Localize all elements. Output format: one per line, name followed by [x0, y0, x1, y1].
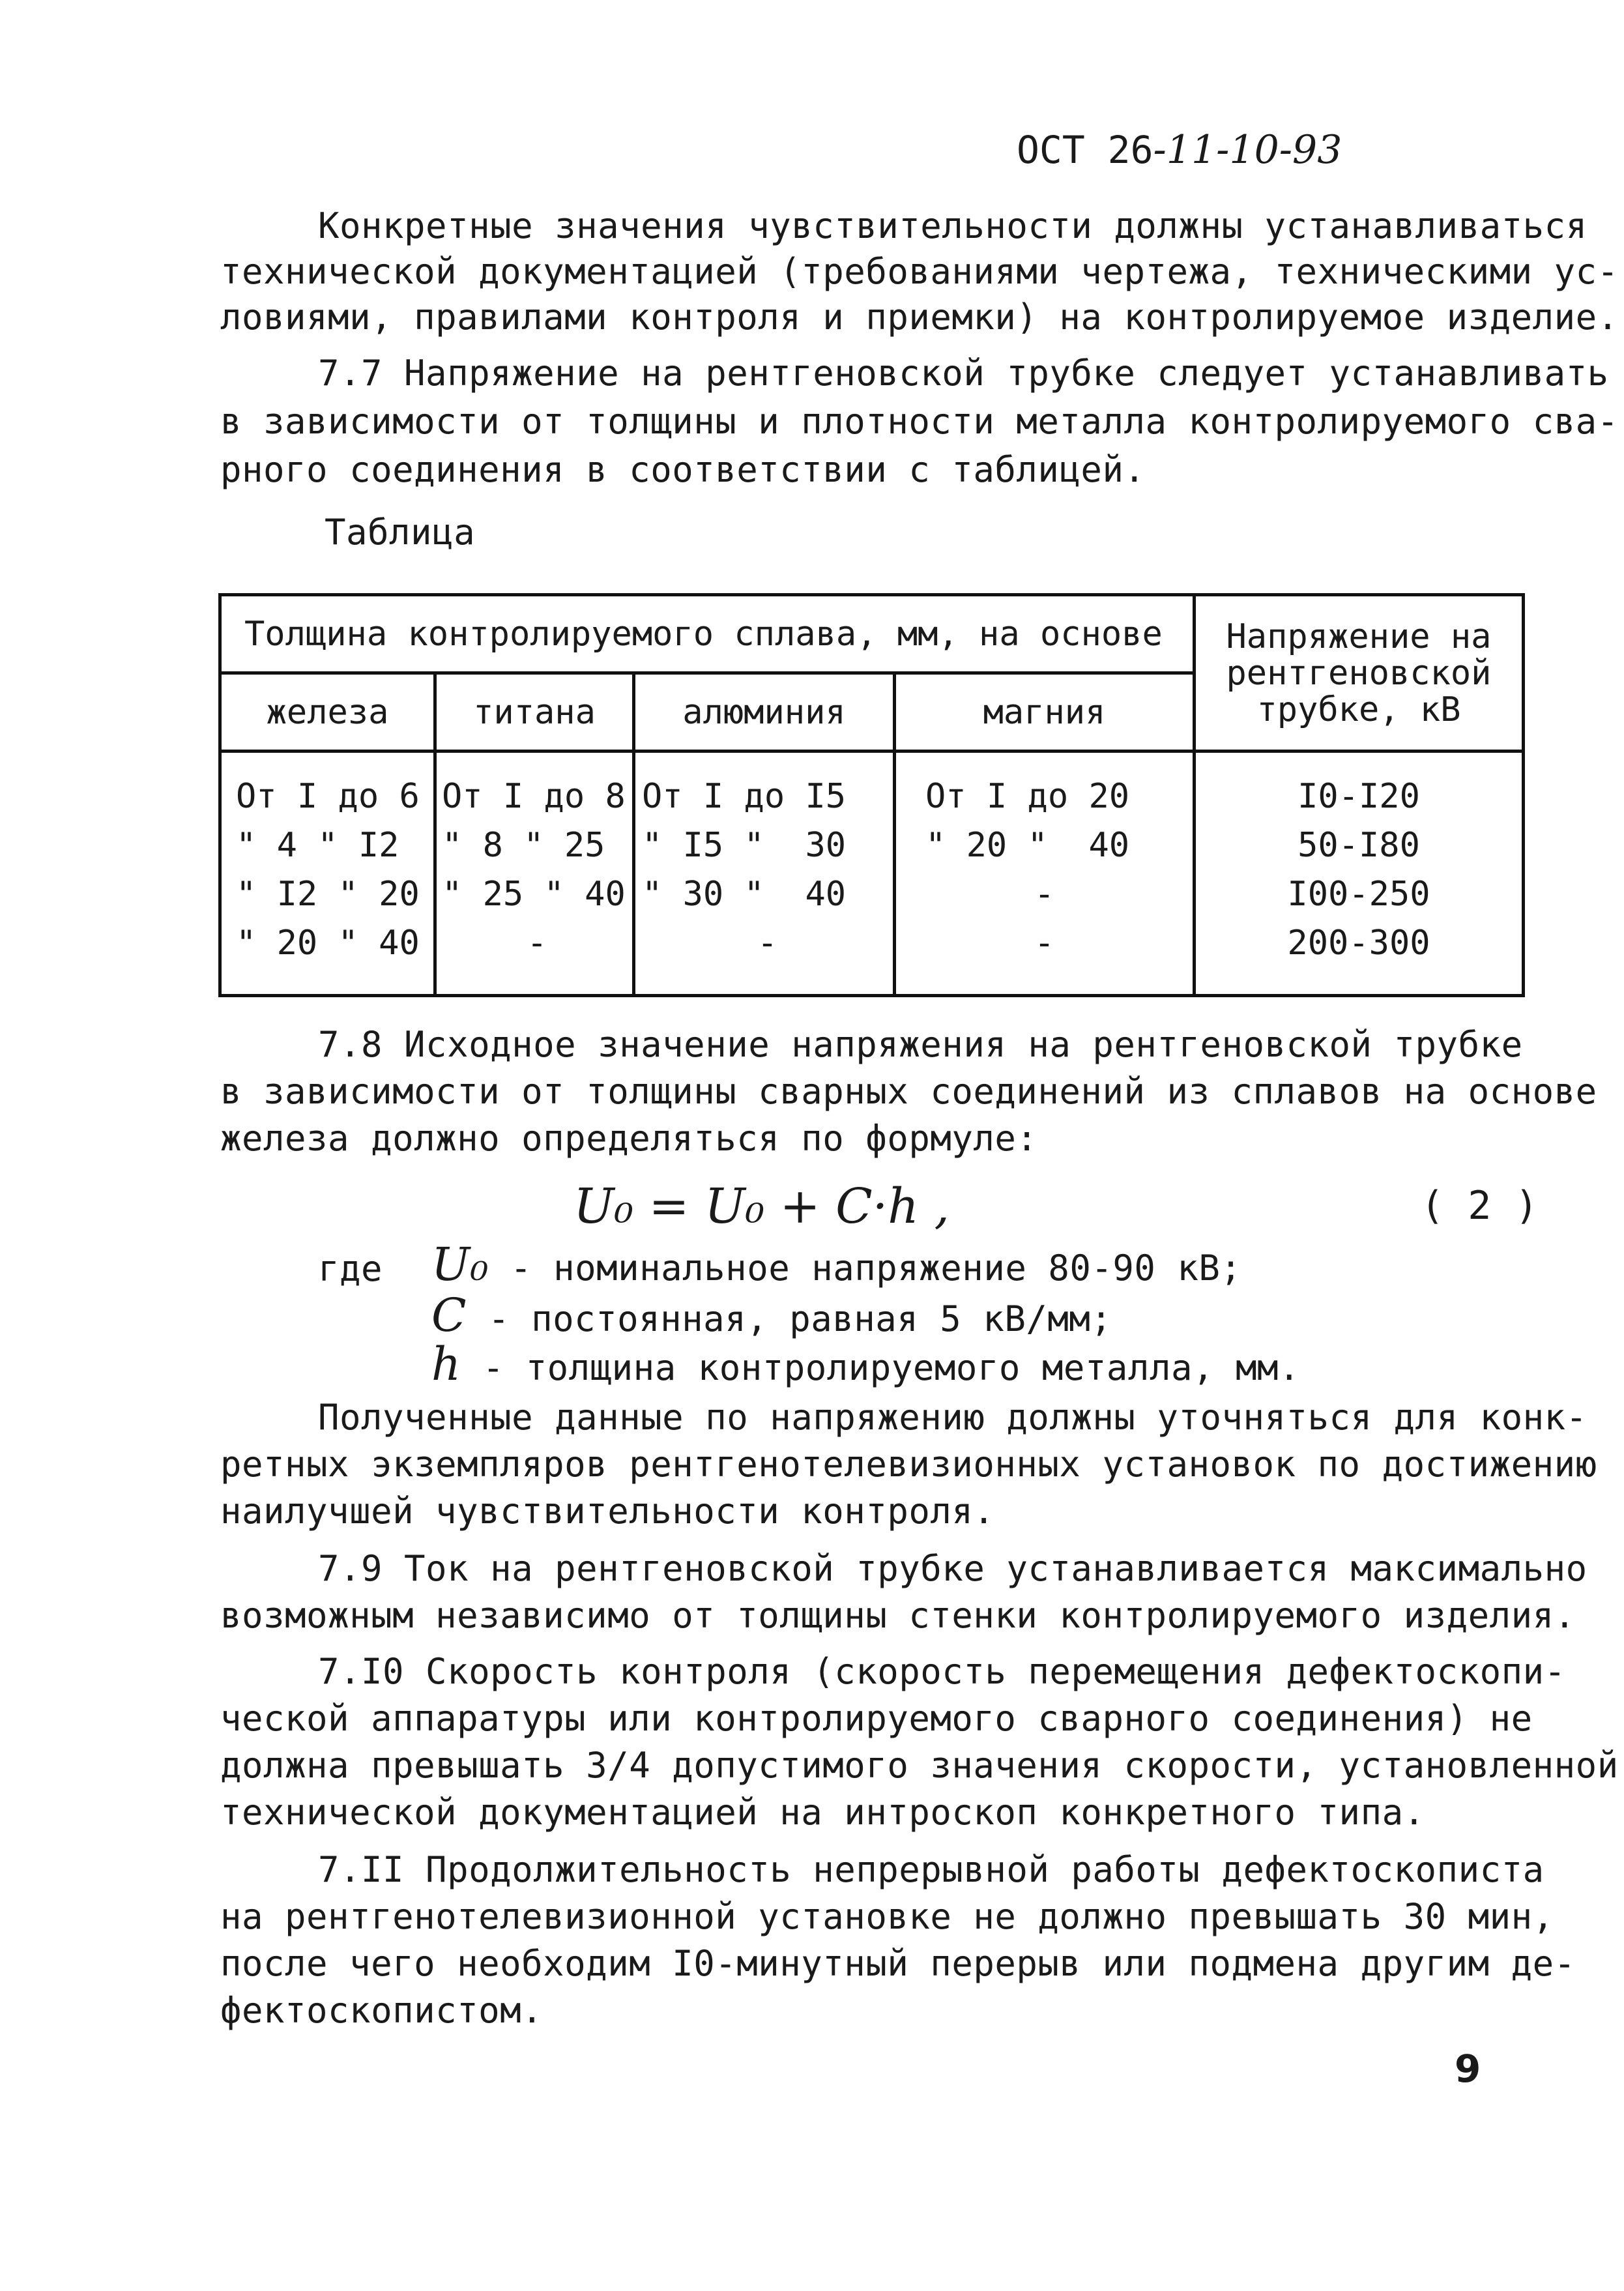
section-7-8-after-line-1: Полученные данные по напряжению должны уточняться для конк- — [318, 1397, 1588, 1438]
definition-h — [431, 1337, 1301, 1391]
intro-line-1: Конкретные значения чувствительности должны устанавливаться — [318, 205, 1588, 246]
section-7-7-line-1: 7.7 Напряжение на рентгеновской трубке следует устанавливать — [318, 353, 1609, 394]
subheader-aluminium: алюминия — [634, 673, 895, 752]
section-7-7-line-2: в зависимости от толщины и плотности металла контролируемого сва- — [220, 401, 1619, 442]
section-7-10-line-3: должна превышать 3/4 допустимого значения скорости, установленной — [220, 1745, 1619, 1786]
voltage-header-line-3: трубке, кВ — [1256, 690, 1461, 729]
table-cell: От I до 8 — [442, 777, 626, 816]
section-7-11-line-2: на рентгенотелевизионной установке не должно превышать 30 мин, — [220, 1896, 1554, 1937]
column-aluminium — [634, 752, 895, 996]
subheader-titanium: титана — [435, 673, 634, 752]
definition-text: - постоянная, равная 5 кВ/мм; — [488, 1298, 1112, 1339]
intro-line-2: технической документацией (требованиями чертежа, техническими ус- — [220, 251, 1619, 292]
table-cell: " 8 " 25 — [442, 826, 605, 865]
section-7-8-line-1: 7.8 Исходное значение напряжения на рентгеновской трубке — [318, 1024, 1523, 1065]
table-cell: " I5 " 30 — [642, 826, 847, 865]
section-7-7-line-3: рного соединения в соответствии с таблицей. — [220, 449, 1146, 490]
table-cell: - — [527, 924, 547, 963]
voltage-table — [218, 593, 1525, 997]
section-7-11-line-4: фектоскопистом. — [220, 1990, 544, 2031]
table-cell: От I до 20 — [925, 777, 1130, 816]
section-7-11-line-3: после чего необходим I0-минутный перерыв или подмена другим де- — [220, 1943, 1576, 1984]
table-cell: " I2 " 20 — [236, 875, 420, 914]
table-cell: " 30 " 40 — [642, 875, 847, 914]
section-7-10-line-2: ческой аппаратуры или контролируемого сварного соединения) не — [220, 1698, 1533, 1739]
symbol-c: C — [431, 1289, 467, 1342]
table-cell: 50-I80 — [1298, 826, 1420, 865]
table-cell: " 4 " I2 — [236, 826, 399, 865]
column-iron — [220, 752, 435, 996]
table-cell: - — [1034, 924, 1055, 963]
formula-number: ( 2 ) — [1421, 1183, 1539, 1229]
document-code-prefix: ОСТ 26 — [1017, 128, 1153, 172]
definition-c — [431, 1289, 1112, 1342]
section-7-8-after-line-3: наилучшей чувствительности контроля. — [220, 1491, 995, 1532]
subheader-magnesium: магния — [895, 673, 1195, 752]
subheader-iron: железа — [220, 673, 435, 752]
section-7-8-line-2: в зависимости от толщины сварных соединений из сплавов на основе — [220, 1071, 1597, 1112]
definition-u0 — [431, 1238, 1242, 1291]
table-caption: Таблица — [325, 512, 476, 553]
section-7-10-line-1: 7.I0 Скорость контроля (скорость перемещения дефектоскопи- — [318, 1651, 1566, 1692]
column-voltage — [1195, 752, 1524, 996]
section-7-8-line-3: железа должно определяться по формуле: — [220, 1118, 1038, 1159]
section-7-9-line-1: 7.9 Ток на рентгеновской трубке устанавливается максимально — [318, 1548, 1588, 1589]
table-voltage-header — [1195, 595, 1524, 752]
document-code — [1017, 127, 1342, 173]
table-cell: - — [1034, 875, 1055, 914]
page-number: 9 — [1455, 2047, 1481, 2091]
definition-text: - номинальное напряжение 80-90 кВ; — [510, 1248, 1242, 1289]
table-cell: От I до I5 — [642, 777, 847, 816]
table-cell: От I до 6 — [236, 777, 420, 816]
table-cell: I0-I20 — [1298, 777, 1420, 816]
formula: U₀ = U₀ + C·h , — [573, 1178, 950, 1234]
section-7-9-line-2: возможным независимо от толщины стенки контролируемого изделия. — [220, 1595, 1576, 1636]
section-7-11-line-1: 7.II Продолжительность непрерывной работы дефектоскописта — [318, 1849, 1544, 1890]
where-word: где — [318, 1248, 383, 1289]
definition-text: - толщина контролируемого металла, мм. — [482, 1347, 1301, 1388]
symbol-h: h — [431, 1337, 461, 1391]
table-cell: 200-300 — [1287, 924, 1430, 963]
section-7-10-line-4: технической документацией на интроскоп конкретного типа. — [220, 1792, 1425, 1833]
document-code-handwritten: -11-10-93 — [1153, 127, 1342, 173]
table-cell: " 20 " 40 — [236, 924, 420, 963]
section-7-8-after-line-2: ретных экземпляров рентгенотелевизионных установок по достижению — [220, 1444, 1597, 1485]
table-cell: " 20 " 40 — [925, 826, 1130, 865]
table-cell: I00-250 — [1287, 875, 1430, 914]
table-main-header: Толщина контролируемого сплава, мм, на основе — [220, 595, 1195, 673]
table-cell: - — [757, 924, 778, 963]
table-cell: " 25 " 40 — [442, 875, 626, 914]
column-magnesium — [895, 752, 1195, 996]
column-titanium — [435, 752, 634, 996]
symbol-u0: U₀ — [431, 1238, 489, 1291]
voltage-header-line-2: рентгеновской — [1226, 653, 1492, 693]
intro-line-3: ловиями, правилами контроля и приемки) на контролируемое изделие. — [220, 297, 1619, 338]
voltage-header-line-1: Напряжение на — [1226, 617, 1492, 656]
